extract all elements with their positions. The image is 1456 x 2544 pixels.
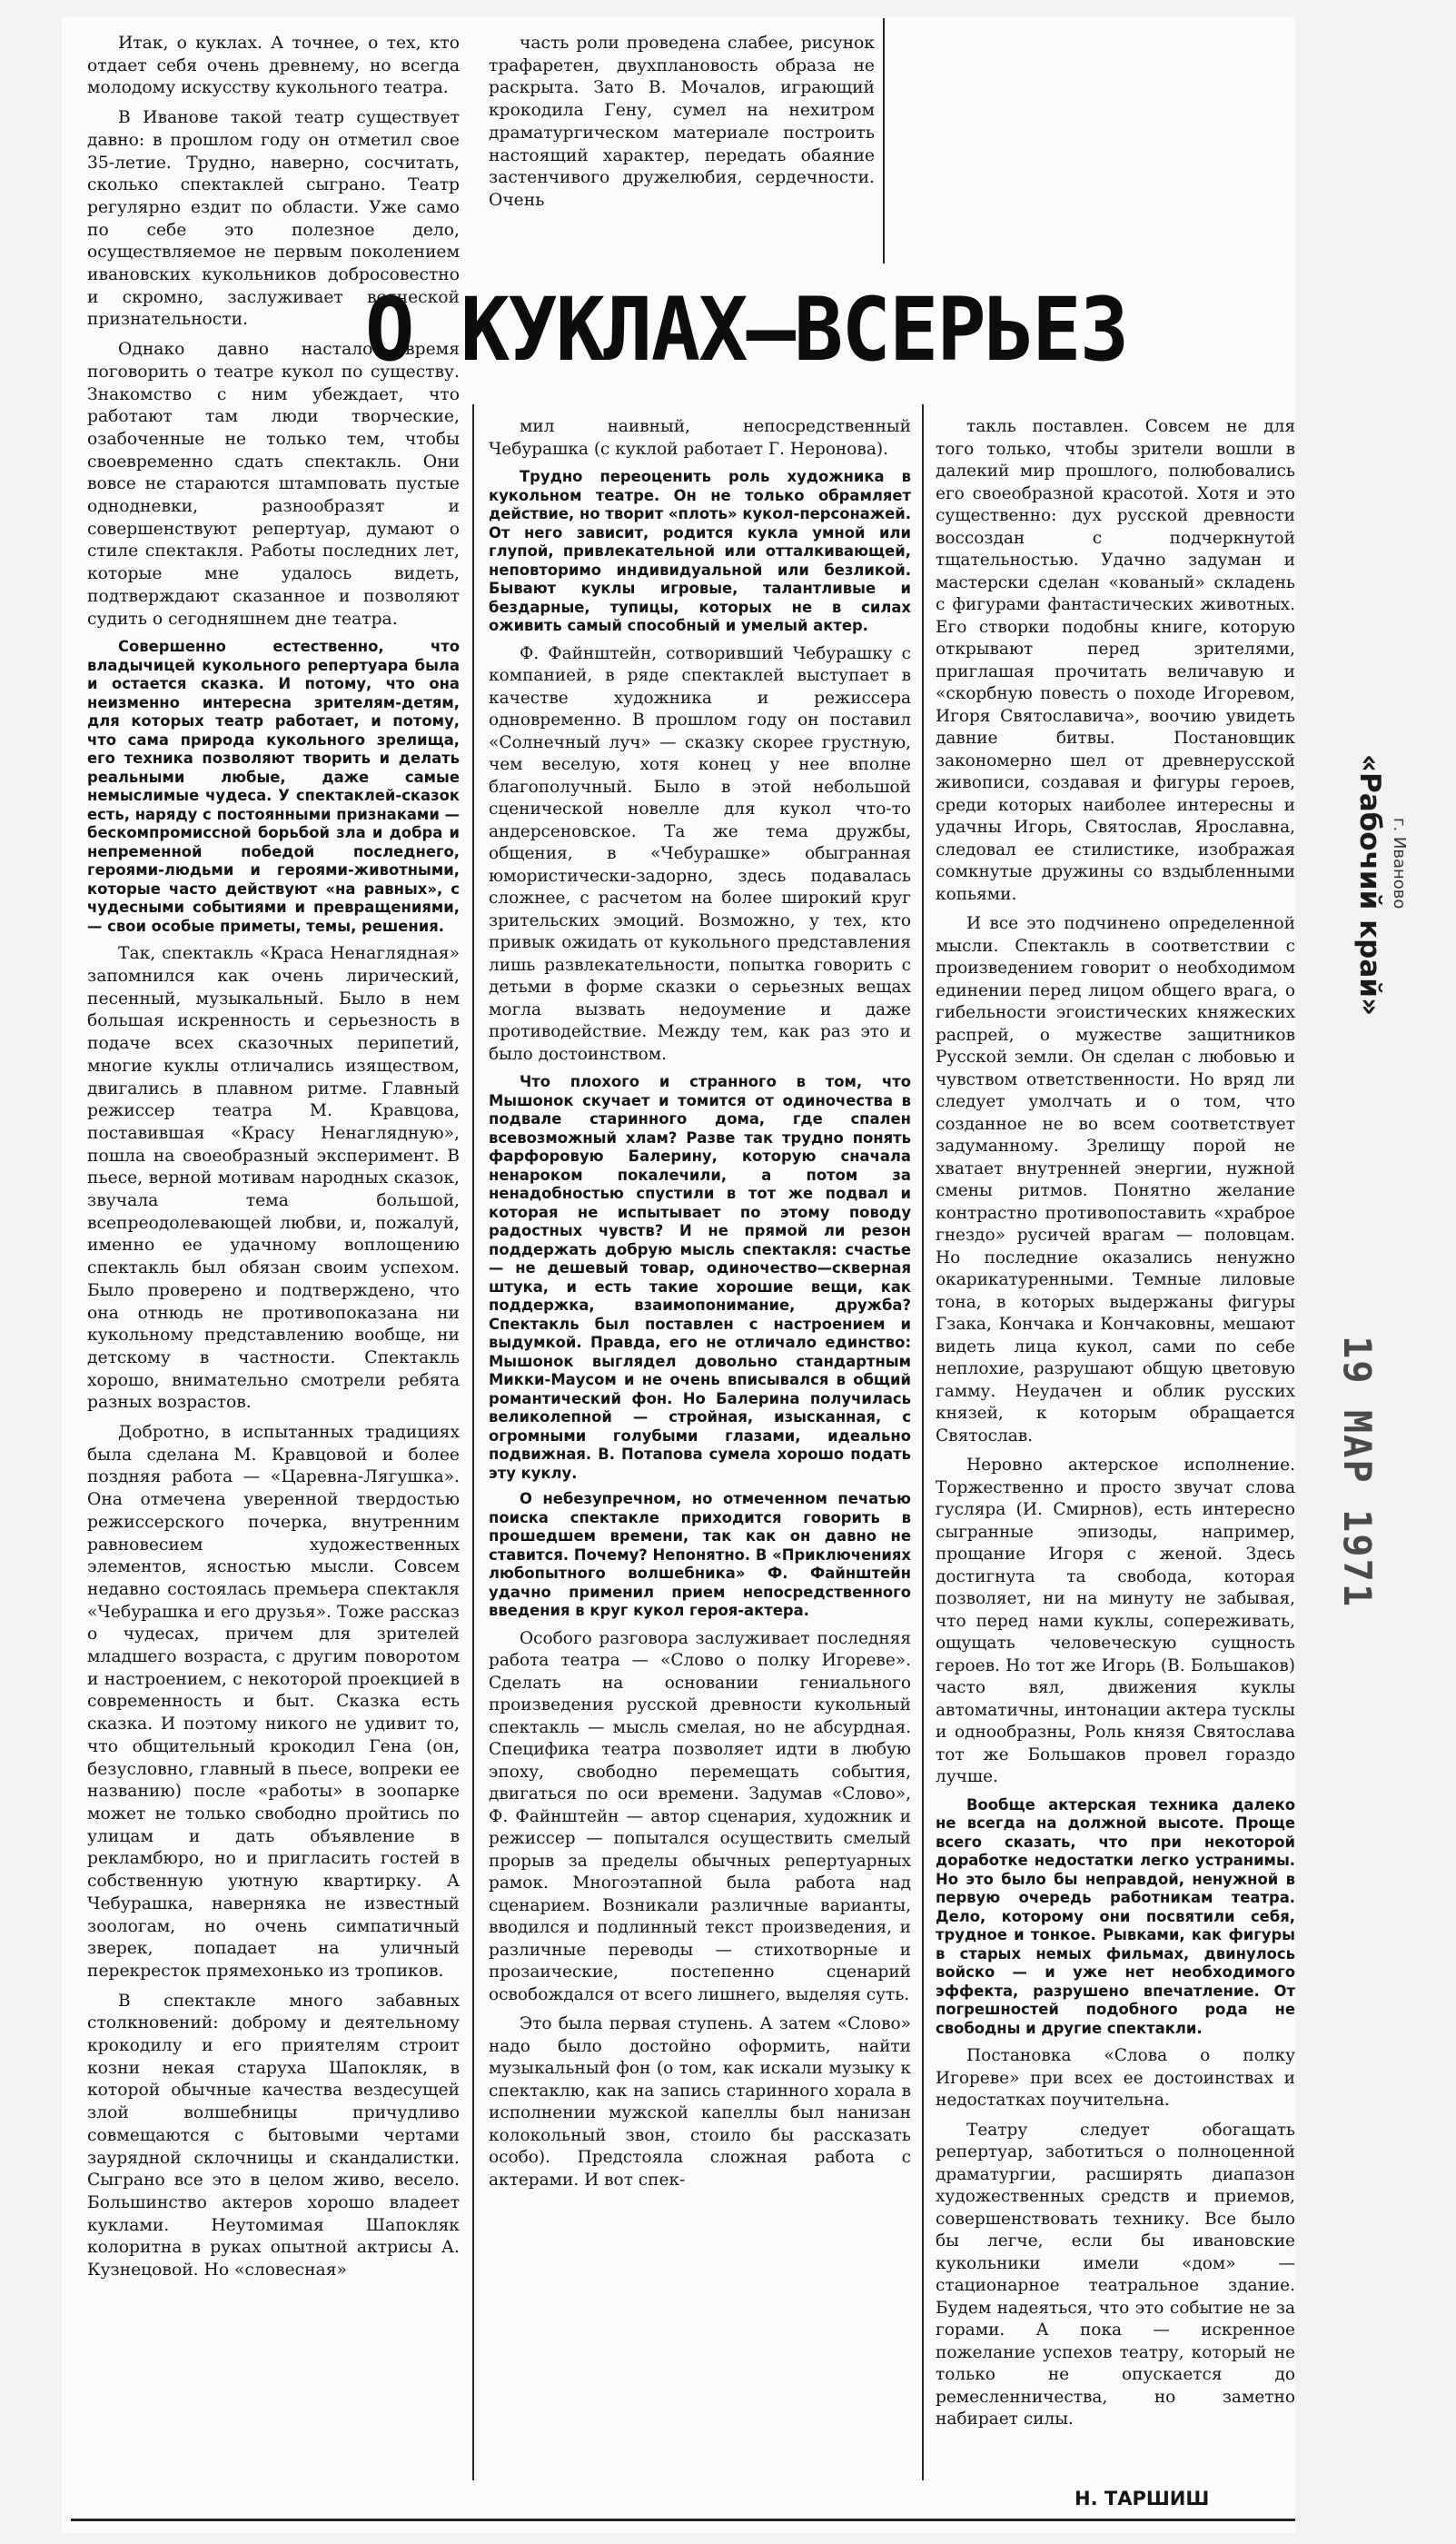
paragraph: Особого разговора заслуживает последняя работа театра — «Слово о полку Игореве». Сделать на основании гениального произведения русской древности кукольный спектакль — мысль смелая, но не абсурдная. Специфика театра позволяет идти в любую эпоху, свободно перемещать события, двигаться по оси времени. Задумав «Слово», Ф. Файнштейн — автор сценария, художник и режиссер — попытался осуществить смелый прорыв за пределы обычных репертуарных рамок. Многоэтапной была работа над сценарием. Возникали различные варианты, вводился и подлинный текст произведения, и различные переводы — стихотворные и прозаические, постепенно сценарий освобождался от всего лишнего, выделяя суть. [489, 1628, 911, 2004]
bold-paragraph: Что плохого и странного в том, что Мышонок скучает и томится от одиночества в подвале старинного дома, где спален всевозможный хлам? Разве так трудно понять фарфоровую Балерину, которую сначала ненароком покалечили, а потом за ненадобностью спустили в тот же подвал и которая не испытывает по этому поводу радостных чувств? И не прямой ли резон поддержать добрую мысль спектакля: счастье — не дешевый товар, одиночество—скверная штука, и есть такие хорошие вещи, как поддержка, взаимопонимание, дружба? Спектакль был поставлен с настроением и выдумкой. Правда, его не отличало единство: Мышонок выглядел довольно стандартным Микки-Маусом и не очень вписывался в общий романтический фон. Но Балерина получилась великолепной — стройная, изысканная, с огромными голубыми глазами, идеально подвижная. В. Потапова сумела хорошо подать эту куклу. [489, 1073, 911, 1482]
article-column-1 [87, 33, 460, 2508]
paragraph: Театру следует обогащать репертуар, заботиться о полноценной драматургии, расширять диапазон художественных средств и приемов, совершенствовать технику. Все было бы легче, если бы ивановские кукольники имели «дом» — стационарное театральное здание. Будем надеяться, что это событие не за горами. А пока — искренное пожелание успехов театру, который не только не опускается до ремесленничества, но заметно набирает силы. [936, 2120, 1295, 2429]
paragraph: мил наивный, непосредственный Чебурашка (с куклой работает Г. Неронова). [489, 417, 911, 459]
paragraph: Ф. Файнштейн, сотворивший Чебурашку с компанией, в ряде спектаклей выступает в качестве художника и режиссера одновременно. В прошлом году он поставил «Солнечный луч» — сказку скорее грустную, чем веселую, хотя конец у нее вполне благополучный. Было в этой небольшой сценической новелле для кукол что-то андерсеновское. Та же тема дружбы, общения, в «Чебурашке» обыгранная юмористически-задорно, здесь подавалась сложнее, с расчетом на более широкий круг зрительских эмоций. Возможно, у тех, кто привык ожидать от кукольного представления лишь развлекательности, попытка говорить с детьми в форме сказки о серьезных вещах могла вызвать недоумение и даже противодействие. Между тем, как раз это и было достоинством. [489, 643, 911, 1064]
bold-paragraph: Трудно переоценить роль художника в кукольном театре. Он не только обрамляет действие, но творит «плоть» кукол-персонажей. От него зависит, родится кукла умной или глупой, привлекательной или отталкивающей, неповторимо индивидуальной или безликой. Бывают куклы игровые, талантливые и бездарные, тупицы, которых не в силах оживить самый способный и умелый актер. [489, 468, 911, 634]
bold-paragraph: Вообще актерская техника далеко не всегда на должной высоте. Проще всего сказать, что при некоторой доработке недостатки легко устранимы. Но это было бы неправдой, ненужной в первую очередь работникам театра. Дело, которому они посвятили себя, трудное и тонкое. Рывками, как фигуры в старых немых фильмах, двинулось войско — и уже нет необходимого эффекта, разрушено впечатление. От погрешностей подобного рода не свободны и другие спектакли. [936, 1795, 1295, 2037]
paragraph: часть роли проведена слабее, рисунок трафаретен, двухплановость образа не раскрыта. Зато В. Мочалов, играющий крокодила Гену, сумел на нехитром драматургическом материале построить настоящий характер, передать обаяние застенчивого дружелюбия, сердечности. Очень [489, 34, 875, 210]
paragraph: Неровно актерское исполнение. Торжественно и просто звучат слова гусляра (И. Смирнов), есть интересно сыгранные эпизоды, например, прощание Игоря с женой. Здесь достигнута та свобода, которая позволяет, ни на минуту не забывая, что перед нами куклы, сопереживать, ощущать человеческую сущность героев. Но тот же Игорь (В. Большаков) часто вял, движения куклы автоматичны, интонации актера тусклы и однообразны, Роль князя Святослава тот же Большаков провел гораздо лучше. [936, 1456, 1295, 1786]
paragraph: В Иванове такой театр существует давно: в прошлом году он отметил свое 35-летие. Трудно, наверно, сосчитать, сколько спектаклей сыграно. Театр регулярно ездит по области. Уже само по себе это полезное дело, осуществляемое не первым поколением ивановских кукольников добросовестно и скромно, заслуживает всяческой признательности. [87, 108, 460, 330]
paragraph: Постановка «Слова о полку Игореве» при всех ее достоинствах и недостатках поучительна. [936, 2046, 1295, 2110]
paragraph: Так, спектакль «Краса Ненаглядная» запомнился как очень лирический, песенный, музыкальный. Было в нем большая искренность и серьезность в подаче всех сказочных перипетий, многие куклы отличались изяществом, двигались в плавном ритме. Главный режиссер театра М. Кравцова, поставившая «Красу Ненаглядную», пошла на своеобразный эксперимент. В пьесе, верной мотивам народных сказок, звучала тема большой, всепреодолевающей любви, и, пожалуй, именно ее удачному воплощению спектакль был обязан своим успехом. Было проверено и подтверждено, что она отнюдь не противопоказана ни кукольному представлению вообще, ни детскому в частности. Спектакль хорошо, внимательно смотрели ребята разных возрастов. [87, 944, 460, 1413]
date-stamp: 19 МАР 1971 [1335, 1336, 1380, 1609]
bold-paragraph: О небезупречном, но отмеченном печатью поиска спектакле приходится говорить в прошедшем времени, так как он давно не ставится. Почему? Непонятно. В «Приключениях любопытного волшебника» Ф. Файнштейн удачно применил прием непосредственного введения в круг кукол героя-актера. [489, 1490, 911, 1619]
paragraph: Это была первая ступень. А затем «Слово» надо было достойно оформить, найти музыкальный фон (о том, как искали музыку к спектаклю, как на запись старинного хорала в исполнении мужской капеллы был нанизан колокольный звон, стоило бы рассказать особо). Предстояла сложная работа с актерами. И вот спек- [489, 2014, 911, 2190]
paragraph: И все это подчинено определенной мысли. Спектакль в соответствии с произведением говорит о необходимом единении перед лицом общего врага, о гибельности эгоистических княжеских распрей, о мужестве защитников Русской земли. Он сделан с любовью и чувством ответственности. Но вряд ли следует умолчать и о том, что созданное не во всем соответствует задуманному. Зрелищу порой не хватает внутренней энергии, нужной смены ритмов. Понятно желание контрастно противопоставить «храброе гнездо» русичей врагам — половцам. Но последние оказались ненужно окарикатуренными. Темные лиловые тона, в которых выдержаны фигуры Гзака, Кончака и Кончаковны, мешают видеть лица кукол, сами по себе неплохие, разрушают общую цветовую гамму. Неудачен и облик русских князей, к которым обращается Святослав. [936, 914, 1295, 1446]
paragraph: Однако давно настало время поговорить о театре кукол по существу. Знакомство с ним убеждает, что работают там люди творческие, озабоченные не только тем, чтобы своевременно сдать спектакль. Они вовсе не стараются штамповать пустые однодневки, разнообразят и совершенствуют репертуар, думают о стиле спектакля. Работы последних лет, которые мне удалось видеть, подтверждают сказанное и позволяют судить о сегодняшнем дне театра. [87, 340, 460, 629]
bold-paragraph: Совершенно естественно, что владычицей кукольного репертуара была и остается сказка. И потому, что она неизменно интересна зрителям-детям, для которых театр работает, и потому, что сама природа кукольного зрелища, его техника позволяют творить и делать реальными любые, даже самые немыслимые чудеса. У спектаклей-сказок есть, наряду с постоянными признаками — бескомпромиссной борьбой зла и добра и непременной победой последнего, героями-людьми и героями-животными, которые часто действуют «на равных», с чудесными событиями и превращениями, — свои особые приметы, темы, решения. [87, 638, 460, 935]
paragraph: Добротно, в испытанных традициях была сделана М. Кравцовой и более поздняя работа — «Царевна-Лягушка». Она отмечена уверенной твердостью режиссерского почерка, внутренним равновесием художественных элементов, ясностью мысли. Совсем недавно состоялась премьера спектакля «Чебурашка и его друзья». Тоже рассказ о чудесах, причем для зрителей младшего возраста, с другим поворотом и настроением, с некоторой проекцией в современность и быт. Сказка есть сказка. И поэтому никого не удивит то, что общительный крокодил Гена (он, безусловно, главный в пьесе, вопреки ее названию) после «работы» в зоопарке может не только свободно пройтись по улицам и дать объявление в рекламбюро, но и пригласить гостей в собственную уютную квартирку. А Чебурашка, наверняка не известный зоологам, но очень симпатичный зверек, попадает на уличный перекресток прямехонько из тропиков. [87, 1423, 460, 1981]
article-headline: О КУКЛАХ—ВСЕРЬЕЗ [365, 279, 1128, 381]
column-rule-2 [922, 404, 924, 2480]
publication-name: «Рабочий край» [1353, 754, 1386, 1017]
bottom-rule [71, 2519, 1295, 2521]
column-rule-top [883, 18, 885, 263]
paragraph: В спектакле много забавных столкновений: доброму и деятельному крокодилу и его приятелям строит козни некая старуха Шапокляк, в которой обычные качества вездесущей злой волшебницы причудливо совмещаются с бытовыми чертами заурядной склочницы и скандалистки. Сыграно все это в целом живо, весело. Большинство актеров хорошо владеет куклами. Неутомимая Шапокляк колоритна в руках опытной актрисы А. Кузнецовой. Но «словесная» [87, 1991, 460, 2281]
article-column-2 [489, 416, 911, 2508]
article-column-3 [936, 416, 1295, 2479]
author-signature: Н. ТАРШИШ [1075, 2488, 1210, 2509]
publication-city: г. Иваново [1390, 818, 1409, 909]
article-column-2-top [489, 33, 875, 264]
column-rule-1 [472, 404, 474, 2480]
paragraph: такль поставлен. Совсем не для того только, чтобы зрители вошли в далекий мир прошлого, полюбовались его своеобразной красотой. Хотя и это существенно: дух русской древности воссоздан с подчеркнутой тщательностью. Удачно задуман и мастерски сделан «кованый» складень с фигурами фантастических животных. Его створки подобны книге, которую открывают перед зрителями, приглашая прочитать величавую и «скорбную повесть о походе Игоревом, Игоря Святославича», воочию увидеть давние битвы. Постановщик закономерно шел от древнерусской живописи, создавая и фигуры героев, среди которых наиболее интересны и удачны Игорь, Святослав, Ярославна, следовал ее стилистике, изображая сомкнутые дружины со вздыбленными копьями. [936, 417, 1295, 904]
paragraph: Итак, о куклах. А точнее, о тех, кто отдает себя очень древнему, но всегда молодому искусству кукольного театра. [87, 34, 460, 98]
